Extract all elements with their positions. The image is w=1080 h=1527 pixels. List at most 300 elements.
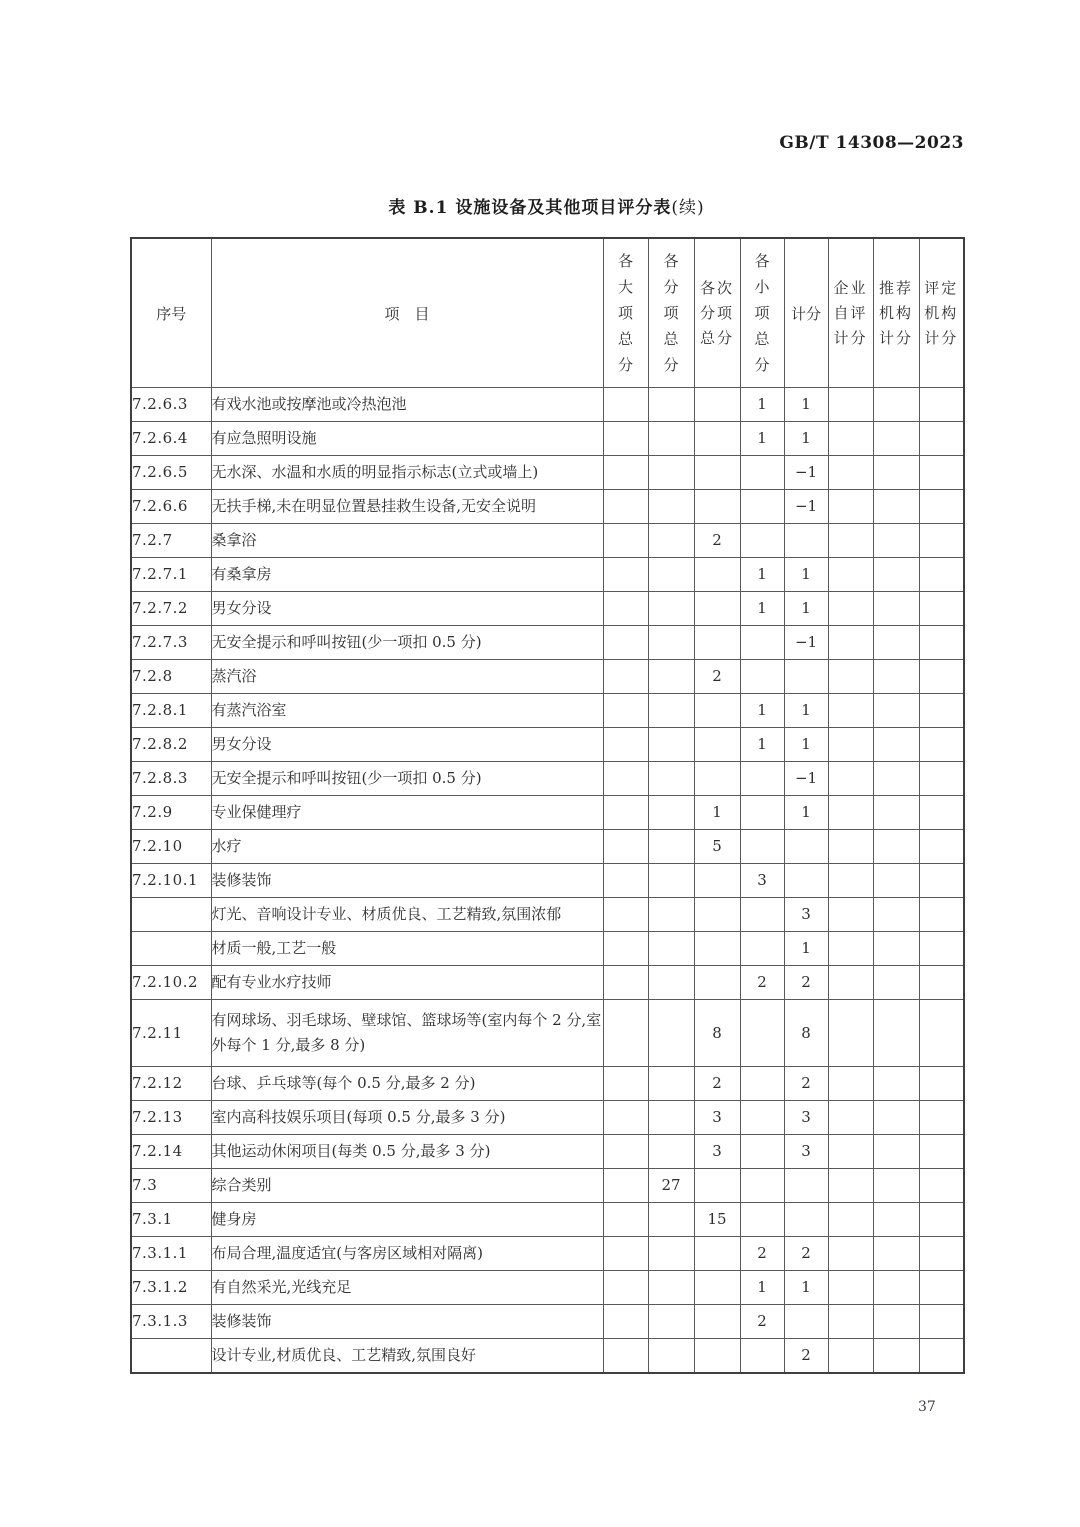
score-cell xyxy=(919,1237,964,1271)
score-cell: 1 xyxy=(784,694,828,728)
score-cell xyxy=(740,660,784,694)
score-cell xyxy=(603,1339,648,1374)
score-cell xyxy=(694,1169,740,1203)
table-row xyxy=(131,558,964,592)
score-cell xyxy=(694,728,740,762)
score-cell xyxy=(648,456,694,490)
item-cell: 有戏水池或按摩池或冷热泡池 xyxy=(211,388,603,422)
seq-cell: 7.2.14 xyxy=(131,1135,211,1169)
score-cell xyxy=(648,1237,694,1271)
score-cell: 8 xyxy=(784,1000,828,1067)
item-cell: 无安全提示和呼叫按钮(少一项扣 0.5 分) xyxy=(211,762,603,796)
score-cell xyxy=(603,660,648,694)
score-cell xyxy=(648,388,694,422)
score-cell xyxy=(873,660,919,694)
score-cell xyxy=(873,1101,919,1135)
table-row xyxy=(131,524,964,558)
item-cell: 台球、乒乓球等(每个 0.5 分,最多 2 分) xyxy=(211,1067,603,1101)
table-row xyxy=(131,1271,964,1305)
col-header-minor-total: 各小项总分 xyxy=(740,238,784,388)
score-cell xyxy=(919,490,964,524)
score-cell xyxy=(648,490,694,524)
score-cell xyxy=(828,592,873,626)
score-cell xyxy=(603,796,648,830)
score-cell: 2 xyxy=(740,1237,784,1271)
score-cell xyxy=(603,1101,648,1135)
score-cell xyxy=(694,490,740,524)
score-cell xyxy=(919,966,964,1000)
item-cell: 有蒸汽浴室 xyxy=(211,694,603,728)
table-header-row xyxy=(131,238,964,388)
score-cell: 1 xyxy=(694,796,740,830)
score-cell xyxy=(740,1067,784,1101)
score-cell xyxy=(740,830,784,864)
score-cell xyxy=(873,1169,919,1203)
score-cell xyxy=(919,830,964,864)
item-cell: 有自然采光,光线充足 xyxy=(211,1271,603,1305)
score-cell xyxy=(603,1135,648,1169)
score-cell xyxy=(873,388,919,422)
score-cell xyxy=(603,388,648,422)
score-cell xyxy=(828,864,873,898)
score-cell: 3 xyxy=(740,864,784,898)
table-row xyxy=(131,932,964,966)
score-cell xyxy=(828,1305,873,1339)
score-cell: 3 xyxy=(784,1101,828,1135)
score-cell xyxy=(828,898,873,932)
score-cell xyxy=(694,932,740,966)
seq-cell xyxy=(131,932,211,966)
score-cell xyxy=(919,1169,964,1203)
table-body xyxy=(131,388,964,1374)
score-cell xyxy=(740,490,784,524)
score-cell xyxy=(603,1067,648,1101)
score-cell: 1 xyxy=(740,694,784,728)
score-cell: 1 xyxy=(784,422,828,456)
item-cell: 有网球场、羽毛球场、壁球馆、篮球场等(室内每个 2 分,室外每个 1 分,最多 8 分) xyxy=(211,1000,603,1067)
score-cell xyxy=(603,966,648,1000)
item-cell: 男女分设 xyxy=(211,592,603,626)
score-cell xyxy=(828,1339,873,1374)
col-header-major-total: 各大项总分 xyxy=(603,238,648,388)
seq-cell: 7.2.6.5 xyxy=(131,456,211,490)
score-cell xyxy=(648,898,694,932)
score-cell: 27 xyxy=(648,1169,694,1203)
score-cell xyxy=(828,1237,873,1271)
score-cell xyxy=(828,490,873,524)
seq-cell: 7.3.1 xyxy=(131,1203,211,1237)
score-cell xyxy=(919,1271,964,1305)
score-cell xyxy=(828,660,873,694)
seq-cell: 7.2.12 xyxy=(131,1067,211,1101)
score-cell xyxy=(740,456,784,490)
score-cell: 1 xyxy=(740,422,784,456)
seq-cell: 7.2.11 xyxy=(131,1000,211,1067)
score-cell xyxy=(694,762,740,796)
item-cell: 有桑拿房 xyxy=(211,558,603,592)
item-cell: 其他运动休闲项目(每类 0.5 分,最多 3 分) xyxy=(211,1135,603,1169)
score-cell xyxy=(784,1169,828,1203)
col-header-seq: 序号 xyxy=(131,238,211,388)
table-title-suffix: (续) xyxy=(671,198,705,218)
score-cell: 1 xyxy=(784,592,828,626)
item-cell: 健身房 xyxy=(211,1203,603,1237)
score-cell xyxy=(603,422,648,456)
score-cell xyxy=(648,1101,694,1135)
col-header-self-score: 企业自评计分 xyxy=(828,238,873,388)
score-cell xyxy=(919,762,964,796)
table-row xyxy=(131,626,964,660)
score-cell xyxy=(603,864,648,898)
score-cell xyxy=(919,558,964,592)
seq-cell: 7.2.7.1 xyxy=(131,558,211,592)
table-row xyxy=(131,388,964,422)
score-cell: 2 xyxy=(784,1339,828,1374)
score-cell: 8 xyxy=(694,1000,740,1067)
score-cell xyxy=(740,1203,784,1237)
score-cell xyxy=(873,796,919,830)
score-cell xyxy=(648,524,694,558)
item-cell: 桑拿浴 xyxy=(211,524,603,558)
score-cell: 5 xyxy=(694,830,740,864)
score-cell xyxy=(873,932,919,966)
score-cell xyxy=(784,660,828,694)
seq-cell: 7.3 xyxy=(131,1169,211,1203)
score-cell xyxy=(740,1169,784,1203)
score-cell xyxy=(873,762,919,796)
score-cell xyxy=(873,898,919,932)
seq-cell: 7.3.1.1 xyxy=(131,1237,211,1271)
score-cell xyxy=(603,456,648,490)
table-row xyxy=(131,422,964,456)
seq-cell: 7.2.7 xyxy=(131,524,211,558)
score-cell xyxy=(648,796,694,830)
seq-cell: 7.2.7.3 xyxy=(131,626,211,660)
table-row xyxy=(131,1305,964,1339)
score-cell xyxy=(694,1237,740,1271)
table-row xyxy=(131,796,964,830)
score-cell xyxy=(603,1305,648,1339)
table-row xyxy=(131,660,964,694)
score-cell xyxy=(740,626,784,660)
score-cell: −1 xyxy=(784,626,828,660)
table-row xyxy=(131,1135,964,1169)
score-cell: 2 xyxy=(784,1237,828,1271)
score-cell xyxy=(603,728,648,762)
score-cell: 1 xyxy=(784,796,828,830)
score-cell xyxy=(740,898,784,932)
col-header-assess-score: 评定机构计分 xyxy=(919,238,964,388)
seq-cell: 7.2.8.1 xyxy=(131,694,211,728)
score-cell xyxy=(919,660,964,694)
table-row xyxy=(131,694,964,728)
score-cell: 2 xyxy=(694,660,740,694)
seq-cell: 7.2.10.1 xyxy=(131,864,211,898)
score-cell xyxy=(648,592,694,626)
score-cell xyxy=(828,762,873,796)
table-title xyxy=(130,193,963,218)
score-cell: 1 xyxy=(740,592,784,626)
col-header-score: 计分 xyxy=(784,238,828,388)
col-header-subsub-total: 各次分项总分 xyxy=(694,238,740,388)
score-cell xyxy=(694,1271,740,1305)
score-cell xyxy=(603,694,648,728)
score-cell xyxy=(873,626,919,660)
score-cell xyxy=(784,864,828,898)
score-cell xyxy=(648,1339,694,1374)
table-row xyxy=(131,966,964,1000)
score-cell xyxy=(873,694,919,728)
seq-cell xyxy=(131,898,211,932)
score-cell xyxy=(694,1339,740,1374)
score-cell xyxy=(828,626,873,660)
table-row xyxy=(131,592,964,626)
score-cell xyxy=(873,592,919,626)
score-cell xyxy=(873,422,919,456)
score-cell xyxy=(603,1169,648,1203)
score-cell xyxy=(694,388,740,422)
score-cell xyxy=(828,1101,873,1135)
score-cell xyxy=(648,932,694,966)
score-cell xyxy=(828,694,873,728)
score-cell xyxy=(648,864,694,898)
score-cell xyxy=(648,1000,694,1067)
score-cell xyxy=(919,898,964,932)
score-cell xyxy=(828,1169,873,1203)
score-cell xyxy=(603,830,648,864)
score-cell xyxy=(919,626,964,660)
score-cell xyxy=(648,558,694,592)
item-cell: 装修装饰 xyxy=(211,1305,603,1339)
score-cell: 1 xyxy=(784,388,828,422)
score-cell xyxy=(694,422,740,456)
score-cell xyxy=(873,1271,919,1305)
score-cell xyxy=(603,626,648,660)
score-cell xyxy=(919,1067,964,1101)
score-cell xyxy=(648,728,694,762)
seq-cell: 7.2.7.2 xyxy=(131,592,211,626)
score-cell xyxy=(828,1203,873,1237)
score-cell xyxy=(919,1339,964,1374)
table-row xyxy=(131,728,964,762)
col-header-recommend-score: 推荐机构计分 xyxy=(873,238,919,388)
table-row xyxy=(131,864,964,898)
seq-cell xyxy=(131,1339,211,1374)
seq-cell: 7.2.9 xyxy=(131,796,211,830)
table-row xyxy=(131,1237,964,1271)
score-cell xyxy=(740,762,784,796)
score-cell xyxy=(784,524,828,558)
score-cell: 2 xyxy=(694,524,740,558)
score-cell: −1 xyxy=(784,762,828,796)
item-cell: 男女分设 xyxy=(211,728,603,762)
seq-cell: 7.2.6.3 xyxy=(131,388,211,422)
score-cell xyxy=(603,1203,648,1237)
score-cell xyxy=(873,1237,919,1271)
seq-cell: 7.2.13 xyxy=(131,1101,211,1135)
score-cell xyxy=(828,1000,873,1067)
table-row xyxy=(131,456,964,490)
item-cell: 装修装饰 xyxy=(211,864,603,898)
score-cell xyxy=(740,1101,784,1135)
score-cell xyxy=(919,1203,964,1237)
item-cell: 布局合理,温度适宜(与客房区域相对隔离) xyxy=(211,1237,603,1271)
table-row xyxy=(131,762,964,796)
score-cell xyxy=(873,1305,919,1339)
score-cell xyxy=(694,898,740,932)
score-cell xyxy=(919,1000,964,1067)
table-row xyxy=(131,1169,964,1203)
score-cell xyxy=(873,1339,919,1374)
score-cell xyxy=(828,422,873,456)
score-cell xyxy=(919,1305,964,1339)
score-cell xyxy=(919,728,964,762)
table-row xyxy=(131,490,964,524)
score-cell xyxy=(603,1271,648,1305)
item-cell: 室内高科技娱乐项目(每项 0.5 分,最多 3 分) xyxy=(211,1101,603,1135)
score-cell xyxy=(740,1339,784,1374)
col-header-item: 项 目 xyxy=(211,238,603,388)
score-cell xyxy=(603,1000,648,1067)
score-cell xyxy=(603,932,648,966)
score-cell xyxy=(694,966,740,1000)
score-cell xyxy=(919,456,964,490)
item-cell: 有应急照明设施 xyxy=(211,422,603,456)
score-cell xyxy=(873,1000,919,1067)
score-cell xyxy=(648,660,694,694)
score-cell xyxy=(873,490,919,524)
col-header-sub-total: 各分项总分 xyxy=(648,238,694,388)
score-cell: 1 xyxy=(740,728,784,762)
page-number: 37 xyxy=(918,1399,936,1415)
score-cell: 2 xyxy=(784,1067,828,1101)
score-cell xyxy=(828,1067,873,1101)
score-cell xyxy=(740,1135,784,1169)
score-cell: 1 xyxy=(740,558,784,592)
score-cell xyxy=(828,796,873,830)
item-cell: 蒸汽浴 xyxy=(211,660,603,694)
score-cell xyxy=(919,422,964,456)
score-cell: 15 xyxy=(694,1203,740,1237)
score-cell xyxy=(784,1203,828,1237)
table-row xyxy=(131,1101,964,1135)
score-cell xyxy=(919,592,964,626)
score-cell xyxy=(828,1271,873,1305)
score-cell: 1 xyxy=(740,1271,784,1305)
item-cell: 无扶手梯,未在明显位置悬挂救生设备,无安全说明 xyxy=(211,490,603,524)
score-cell xyxy=(873,830,919,864)
score-cell xyxy=(648,1271,694,1305)
seq-cell: 7.2.6.6 xyxy=(131,490,211,524)
score-cell: −1 xyxy=(784,456,828,490)
table-row xyxy=(131,830,964,864)
score-cell xyxy=(828,830,873,864)
score-cell xyxy=(828,558,873,592)
score-cell xyxy=(740,524,784,558)
score-cell xyxy=(828,388,873,422)
table-row xyxy=(131,898,964,932)
score-cell xyxy=(873,1203,919,1237)
score-table xyxy=(130,237,965,1374)
score-cell: 2 xyxy=(694,1067,740,1101)
score-cell xyxy=(694,456,740,490)
score-cell xyxy=(919,388,964,422)
score-cell xyxy=(603,490,648,524)
score-cell: 2 xyxy=(784,966,828,1000)
score-cell xyxy=(740,932,784,966)
score-cell xyxy=(603,898,648,932)
seq-cell: 7.2.6.4 xyxy=(131,422,211,456)
score-cell xyxy=(648,1305,694,1339)
score-cell xyxy=(740,796,784,830)
score-cell: 1 xyxy=(740,388,784,422)
seq-cell: 7.2.8 xyxy=(131,660,211,694)
score-cell xyxy=(873,558,919,592)
score-cell: 3 xyxy=(784,898,828,932)
table-row xyxy=(131,1000,964,1067)
score-cell xyxy=(694,626,740,660)
table-row xyxy=(131,1067,964,1101)
item-cell: 灯光、音响设计专业、材质优良、工艺精致,氛围浓郁 xyxy=(211,898,603,932)
table-row xyxy=(131,1339,964,1374)
item-cell: 专业保健理疗 xyxy=(211,796,603,830)
item-cell: 水疗 xyxy=(211,830,603,864)
score-cell xyxy=(648,694,694,728)
seq-cell: 7.2.10 xyxy=(131,830,211,864)
score-cell xyxy=(873,864,919,898)
score-cell: 3 xyxy=(784,1135,828,1169)
score-cell xyxy=(740,1000,784,1067)
score-cell: 1 xyxy=(784,558,828,592)
score-cell xyxy=(784,830,828,864)
score-cell xyxy=(873,456,919,490)
score-cell xyxy=(694,864,740,898)
score-cell xyxy=(828,966,873,1000)
score-cell: 1 xyxy=(784,1271,828,1305)
seq-cell: 7.3.1.3 xyxy=(131,1305,211,1339)
score-cell xyxy=(828,728,873,762)
score-cell xyxy=(603,558,648,592)
score-cell xyxy=(603,592,648,626)
score-cell xyxy=(648,1135,694,1169)
item-cell: 设计专业,材质优良、工艺精致,氛围良好 xyxy=(211,1339,603,1374)
score-cell xyxy=(784,1305,828,1339)
item-cell: 无水深、水温和水质的明显指示标志(立式或墙上) xyxy=(211,456,603,490)
score-cell xyxy=(873,1135,919,1169)
standard-number: GB/T 14308—2023 xyxy=(779,133,964,153)
score-cell xyxy=(828,932,873,966)
score-cell xyxy=(648,966,694,1000)
score-cell xyxy=(873,524,919,558)
score-cell xyxy=(648,830,694,864)
score-cell xyxy=(648,1203,694,1237)
score-cell: 1 xyxy=(784,932,828,966)
seq-cell: 7.2.8.3 xyxy=(131,762,211,796)
seq-cell: 7.2.8.2 xyxy=(131,728,211,762)
score-cell xyxy=(919,694,964,728)
score-cell xyxy=(648,626,694,660)
item-cell: 配有专业水疗技师 xyxy=(211,966,603,1000)
score-cell xyxy=(603,1237,648,1271)
score-cell: −1 xyxy=(784,490,828,524)
score-cell xyxy=(919,1135,964,1169)
score-cell: 1 xyxy=(784,728,828,762)
seq-cell: 7.3.1.2 xyxy=(131,1271,211,1305)
score-cell xyxy=(919,796,964,830)
score-cell xyxy=(648,422,694,456)
score-cell xyxy=(828,1135,873,1169)
score-cell xyxy=(873,1067,919,1101)
